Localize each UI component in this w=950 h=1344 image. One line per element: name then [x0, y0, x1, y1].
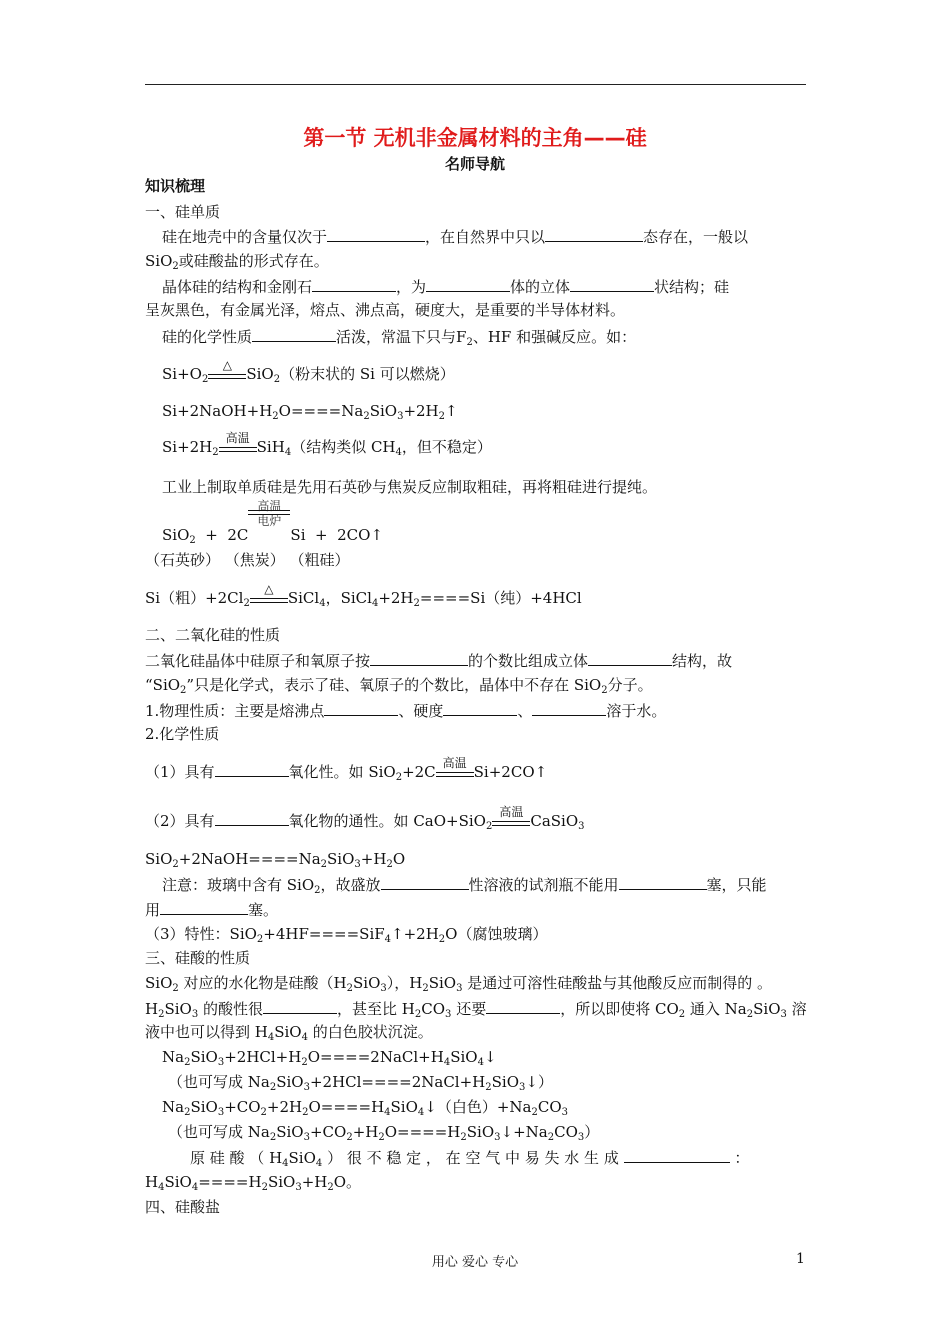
- section2-heading: 二、二氧化硅的性质: [145, 626, 281, 644]
- section3-p4: 原 硅 酸 （ $H_4SiO_4$ ） 很 不 稳 定 ， 在 空 气 中 易 失 水 生 成 ：: [190, 1149, 750, 1169]
- blank: [545, 226, 643, 242]
- blank: [532, 700, 606, 716]
- heat-condition: △: [208, 359, 246, 379]
- section1-p2-cont: 呈灰黑色，有金属光泽，熔点、沸点高，硬度大，是重要的半导体材料。: [145, 301, 626, 319]
- knowledge-heading: 知识梳理: [145, 177, 206, 195]
- high-temp-condition: 高温: [219, 432, 257, 452]
- section1-p1: 硅在地壳中的含量仅次于 ，在自然界中只以 态存在，一般以: [162, 228, 749, 246]
- blank: [327, 226, 425, 242]
- blank: [370, 650, 468, 666]
- blank: [312, 276, 396, 292]
- note-cont: 用 塞。: [145, 901, 279, 919]
- equation-sio2-naoh: $SiO_2+2NaOH====Na_2SiO_3+H_2O$: [145, 850, 406, 870]
- page-number: 1: [796, 1251, 805, 1267]
- equation-si-h2: $Si+2H_2$ 高温 SiH$_4$（结构类似 $CH_4$，但不稳定）: [162, 431, 492, 458]
- section3-p1: SiO$_2$ 对应的水化物是硅酸$(H_2SiO_3)$，$H_2SiO_3$ 是通过可溶性硅酸盐与其他酸反应而制得的 。: [145, 974, 773, 994]
- blank: [426, 276, 510, 292]
- page-footer: 用心 爱心 专心: [431, 1255, 519, 1270]
- equation-si-o2: $Si+O_2$ △ SiO$_2$（粉末状的 Si 可以燃烧）: [162, 358, 455, 385]
- page-subtitle: 名师导航: [444, 155, 505, 173]
- blank: [570, 276, 654, 292]
- section3-p3: 液中也可以得到 $H_4SiO_4$ 的白色胶状沉淀。: [145, 1023, 433, 1043]
- blank: [160, 899, 248, 915]
- blank: [443, 700, 517, 716]
- section1-heading: 一、硅单质: [145, 203, 221, 221]
- blank: [624, 1147, 730, 1163]
- equation-hcl-alt: （也可写成 $Na_2SiO_3+2HCl====2NaCl+H_2SiO_3↓$）: [168, 1073, 553, 1093]
- note: 注意：玻璃中含有 SiO$_2$，故盛放 性溶液的试剂瓶不能用 塞，只能: [162, 876, 767, 896]
- physical-properties: 1.物理性质：主要是熔沸点 、硬度 、 溶于水。: [145, 702, 667, 720]
- equation-labels: （石英砂） （焦炭） （粗硅）: [145, 551, 350, 569]
- section1-p1-cont: SiO$_2$或硅酸盐的形式存在。: [145, 252, 329, 272]
- furnace-condition: 高温 电炉: [248, 520, 290, 540]
- chem-item-3: （3）特性：$SiO_2+4HF====SiF_4↑+2H_2O$（腐蚀玻璃）: [145, 925, 548, 945]
- equation-si-naoh: $Si+2NaOH+H_2O====Na_2SiO_3+2H_2↑$: [162, 402, 458, 422]
- blank: [215, 810, 289, 826]
- high-temp-condition: 高温: [436, 757, 474, 777]
- blank: [215, 761, 289, 777]
- chemical-properties: 2.化学性质: [145, 725, 220, 743]
- section1-p4: 工业上制取单质硅是先用石英砂与焦炭反应制取粗硅，再将粗硅进行提纯。: [162, 478, 658, 496]
- page-title: 第一节 无机非金属材料的主角——硅: [303, 126, 647, 150]
- equation-co2-alt: （也可写成 $Na_2SiO_3+CO_2+H_2O====H_2SiO_3↓+Na_2CO_3$）: [168, 1123, 600, 1143]
- chem-item-1: （1）具有 氧化性。如 SiO$_2$+2C 高温 Si+2CO↑: [145, 756, 548, 783]
- section4-heading: 四、硅酸盐: [145, 1198, 221, 1216]
- blank: [381, 874, 469, 890]
- equation-decompose: $H_4SiO_4====H_2SiO_3+H_2O$。: [145, 1173, 362, 1193]
- section2-p1: 二氧化硅晶体中硅原子和氧原子按 的个数比组成立体 结构，故: [145, 652, 733, 670]
- section2-p1-cont: “SiO$_2$”只是化学式，表示了硅、氧原子的个数比，晶体中不存在 SiO$_2$分子。: [145, 676, 653, 696]
- chem-item-2: （2）具有 氧化物的通性。如 CaO+SiO$_2$ 高温 CaSiO$_3$: [145, 805, 585, 832]
- blank: [588, 650, 672, 666]
- section1-p3: 硅的化学性质 活泼，常温下只与$F_2$、HF 和强碱反应。如：: [162, 328, 637, 348]
- header-rule: [145, 84, 806, 85]
- blank: [619, 874, 707, 890]
- blank: [324, 700, 398, 716]
- blank: [486, 998, 560, 1014]
- equation-sio2-c: SiO$_2$ + 2C 高温 电炉 Si + 2CO↑: [162, 499, 384, 546]
- section3-heading: 三、硅酸的性质: [145, 949, 251, 967]
- blank: [252, 326, 336, 342]
- equation-purify: Si（粗）$+2Cl_2$ △ SiCl$_4$，$SiCl_4+2H_2====Si$（纯）+4HCl: [145, 582, 582, 609]
- blank: [263, 998, 337, 1014]
- equation-co2: $Na_2SiO_3+CO_2+2H_2O====H_4SiO_4↓$（白色）$+Na_2CO_3$: [162, 1098, 569, 1118]
- section3-p2: $H_2SiO_3$ 的酸性很 ，甚至比 $H_2CO_3$ 还要 ，所以即使将 $CO_2$ 通入 $Na_2SiO_3$ 溶: [145, 1000, 807, 1020]
- high-temp-condition: 高温: [492, 806, 530, 826]
- section1-p2: 晶体硅的结构和金刚石 ，为 体的立体 状结构；硅: [162, 278, 730, 296]
- equation-hcl: $Na_2SiO_3+2HCl+H_2O====2NaCl+H_4SiO_4↓$: [162, 1048, 497, 1068]
- heat-condition: △: [250, 583, 288, 603]
